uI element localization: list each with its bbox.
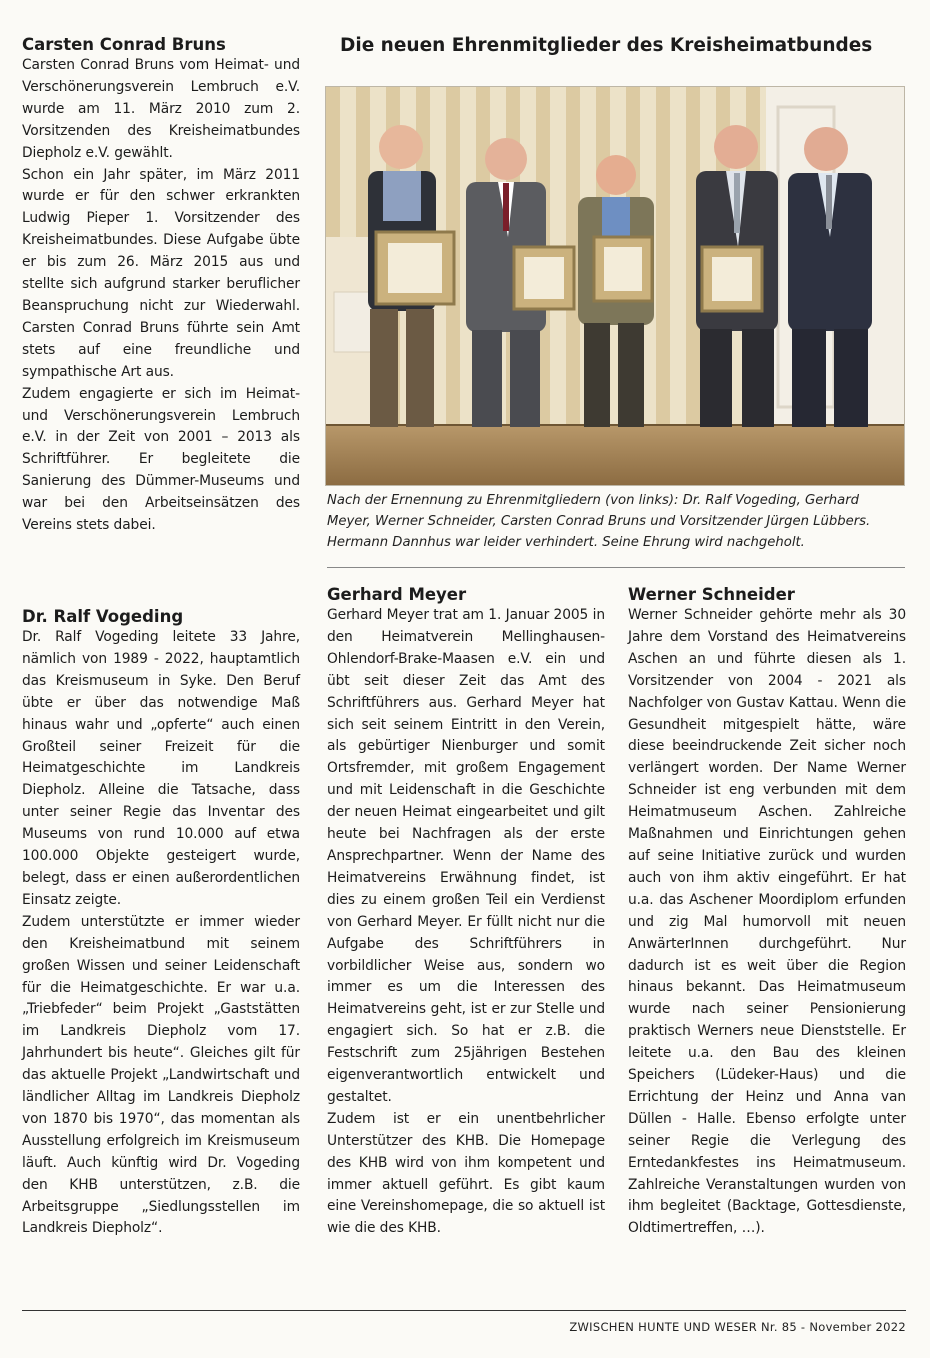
- meyer-paragraph-1: Gerhard Meyer trat am 1. Januar 2005 in den Heimatverein Mellinghausen-Ohlendorf-Brake-Maasen e.V. ein und übt seit dieser Zeit das Amt des Schriftführers aus. Gerhard Meyer hat sich seit seinem Eintritt in den Verein, als gebürtiger Nienburger und somit Ortsfremder, mit großem Engagement und mit Leidenschaft in die Geschichte der neuen Heimat eingearbeitet und gilt heute bei Nachfragen als der erste Ansprechpartner. Wenn der Name des Heimatvereins Erwähnung findet, ist dies zu einem großen Teil ein Verdienst von Gerhard Meyer. Er füllt nicht nur die Aufgabe des Schriftführers in vorbildlicher Weise aus, sondern wo immer es um die Interessen des Heimatvereins geht, ist er zur Stelle und engagiert sich. So hat er z.B. die Festschrift zum 25jährigen Bestehen eigenverantwortlich entwickelt und gestaltet.: [327, 607, 605, 1105]
- group-photo: [325, 86, 905, 486]
- divider-line: [327, 567, 905, 568]
- schneider-paragraph-1: Werner Schneider gehörte mehr als 30 Jahre dem Vorstand des Heimatvereins Aschen an und führte diesen als 1. Vorsitzender von 2004 - 2021 als Nachfolger von Gustav Kattau. Wenn die Gesundheit mitgespielt hätte, wäre diese beeindruckende Zeit sicher noch verlängert worden. Der Name Werner Schneider ist eng verbunden mit dem Heimatmuseum Aschen. Zahlreiche Maßnahmen und Einrichtungen gehen auf seine Initiative zurück und wurden auch von ihm aktiv eingeführt. Er hat u.a. das Aschener Moordiplom erfunden und zig Mal humorvoll mit neuen AnwärterInnen durchgeführt. Nur dadurch ist es weit über die Region hinaus bekannt. Das Heimatmuseum wurde nach seiner Pensionierung praktisch Werners neue Dienststelle. Er leitete u.a. den Bau des kleinen Speichers (Lüdeker-Haus) und die Errichtung der Heinz und Anna van Düllen - Halle. Ebenso erfolgte unter seiner Regie die Verlegung des Erntedankfestes ins Heimatmuseum. Zahlreiche Veranstaltungen wurden von ihm begleitet (Backtage, Gottesdienste, Oldtimertreffen, …).: [628, 607, 906, 1237]
- bruns-paragraph-2: Schon ein Jahr später, im März 2011 wurde er für den schwer erkrankten Ludwig Pieper 1. Vorsitzender des Kreisheimatbundes. Diese Aufgabe übte er bis zum 26. März 2015 aus und stellte sich aufgrund starker beruflicher Beanspruchung nicht zur Wiederwahl. Carsten Conrad Bruns führte sein Amt stets auf eine freundliche und sympathische Art aus.: [22, 166, 300, 380]
- article-bruns: [22, 34, 300, 537]
- page-headline: Die neuen Ehrenmitglieder des Kreisheimatbundes: [340, 35, 873, 56]
- meyer-paragraph-2: Zudem ist er ein unentbehrlicher Unterstützer des KHB. Die Homepage des KHB wird von ihm kompetent und immer aktuell geführt. Es gibt kaum eine Vereinshomepage, die so aktuell ist wie die des KHB.: [327, 1110, 605, 1237]
- heading-schneider: Werner Schneider: [628, 585, 795, 604]
- page-footer: ZWISCHEN HUNTE UND WESER Nr. 85 - November 2022: [569, 1320, 906, 1334]
- article-schneider: [628, 584, 906, 1240]
- photo-caption: Nach der Ernennung zu Ehrenmitgliedern (von links): Dr. Ralf Vogeding, Gerhard Meyer, Werner Schneider, Carsten Conrad Bruns und Vorsitzender Jürgen Lübbers. Hermann Dannhus war leider verhindert. Seine Ehrung wird nachgeholt.: [327, 493, 871, 550]
- vogeding-paragraph-2: Zudem unterstützte er immer wieder den Kreisheimatbund mit seinem großen Wissen und seiner Leidenschaft für die Heimatgeschichte. Er war u.a. „Triebfeder“ beim Projekt „Gaststätten im Landkreis Diepholz vom 17. Jahrhundert bis heute“. Gleiches gilt für das aktuelle Projekt „Landwirtschaft und ländlicher Alltag im Landkreis Diepholz von 1870 bis 1970“, das momentan als Ausstellung erfolgreich im Kreismuseum läuft. Auch künftig wird Dr. Vogeding den KHB unterstützen, z.B. die Arbeitsgruppe „Siedlungsstellen im Landkreis Diepholz“.: [22, 913, 300, 1237]
- heading-bruns: Carsten Conrad Bruns: [22, 35, 226, 54]
- article-meyer: [327, 584, 605, 1240]
- footer-rule: [22, 1310, 906, 1311]
- article-vogeding: [22, 606, 300, 1240]
- heading-meyer: Gerhard Meyer: [327, 585, 467, 604]
- heading-vogeding: Dr. Ralf Vogeding: [22, 607, 184, 626]
- vogeding-paragraph-1: Dr. Ralf Vogeding leitete 33 Jahre, nämlich von 1989 - 2022, hauptamtlich das Kreismuseum in Syke. Den Beruf übte er über das notwendige Maß hinaus wahr und „opferte“ auch einen Großteil seiner Freizeit für die Heimatgeschichte im Landkreis Diepholz. Alleine die Tatsache, dass unter seiner Regie das Inventar des Museums von rund 10.000 auf etwa 100.000 Objekte gesteigert wurde, belegt, dass er einen außerordentlichen Einsatz zeigte.: [22, 629, 300, 908]
- bruns-paragraph-3: Zudem engagierte er sich im Heimat- und Verschönerungsverein Lembruch e.V. in der Zeit von 2001 – 2013 als Schriftführer. Er begleitete die Sanierung des Dümmer-Museums und war bei den Arbeitseinsätzen des Vereins stets dabei.: [22, 385, 300, 534]
- bruns-paragraph-1: Carsten Conrad Bruns vom Heimat- und Verschönerungsverein Lembruch e.V. wurde am 11. März 2010 zum 2. Vorsitzenden des Kreisheimatbundes Diepholz e.V. gewählt.: [22, 57, 300, 161]
